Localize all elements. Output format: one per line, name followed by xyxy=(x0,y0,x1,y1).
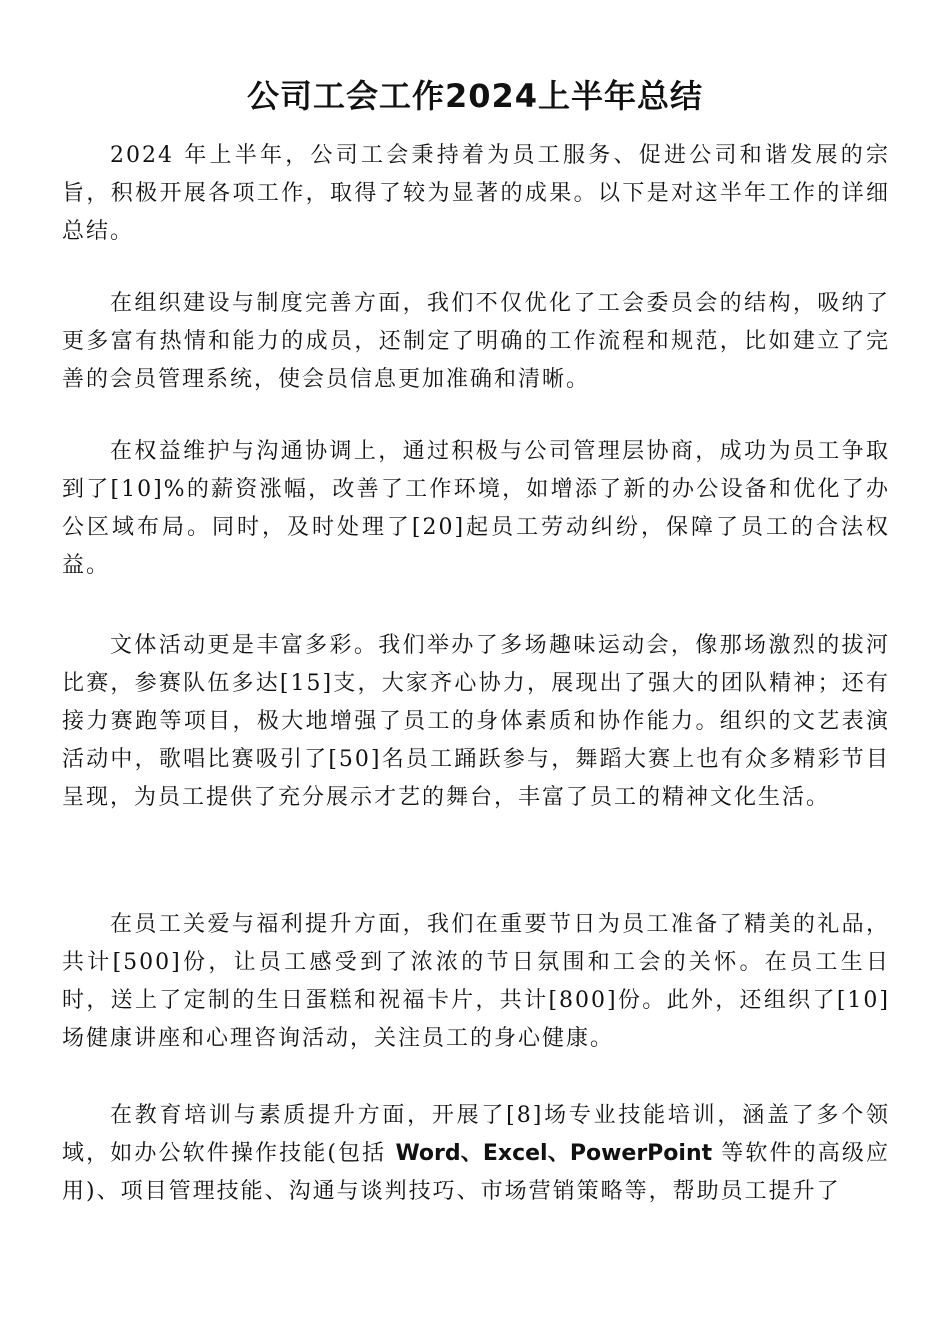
document-title: 公司工会工作2024上半年总结 xyxy=(246,77,704,115)
training-text-before: 在教育培训与素质提升方面，开展了[8]场专业技能培训，涵盖了多个领域，如办公软件操作技能(包括 xyxy=(62,1103,890,1166)
software-names: Word、Excel、PowerPoint xyxy=(395,1141,713,1166)
paragraph-organization: 在组织建设与制度完善方面，我们不仅优化了工会委员会的结构，吸纳了更多富有热情和能力的成员，还制定了明确的工作流程和规范，比如建立了完善的会员管理系统，使会员信息更加准确和清晰。 xyxy=(62,291,890,392)
paragraph-training xyxy=(62,1097,890,1211)
paragraph-intro: 2024 年上半年，公司工会秉持着为员工服务、促进公司和谐发展的宗旨，积极开展各项工作，取得了较为显著的成果。以下是对这半年工作的详细总结。 xyxy=(62,143,890,244)
paragraph-activities: 文体活动更是丰富多彩。我们举办了多场趣味运动会，像那场激烈的拔河比赛，参赛队伍多达[15]支，大家齐心协力，展现出了强大的团队精神；还有接力赛跑等项目，极大地增强了员工的身体素质和协作能力。组织的文艺表演活动中，歌唱比赛吸引了[50]名员工踊跃参与，舞蹈大赛上也有众多精彩节目呈现，为员工提供了充分展示才艺的舞台，丰富了员工的精神文化生活。 xyxy=(62,633,890,810)
paragraph-welfare: 在员工关爱与福利提升方面，我们在重要节日为员工准备了精美的礼品，共计[500]份，让员工感受到了浓浓的节日氛围和工会的关怀。在员工生日时，送上了定制的生日蛋糕和祝福卡片，共计[800]份。此外，还组织了[10]场健康讲座和心理咨询活动，关注员工的身心健康。 xyxy=(62,912,890,1051)
training-text-after: 等软件的高级应用)、项目管理技能、沟通与谈判技巧、市场营销策略等，帮助员工提升了 xyxy=(62,1141,890,1204)
paragraph-rights: 在权益维护与沟通协调上，通过积极与公司管理层协商，成功为员工争取到了[10]%的薪资涨幅，改善了工作环境，如增添了新的办公设备和优化了办公区域布局。同时，及时处理了[20]起员工劳动纠纷，保障了员工的合法权益。 xyxy=(62,439,890,578)
